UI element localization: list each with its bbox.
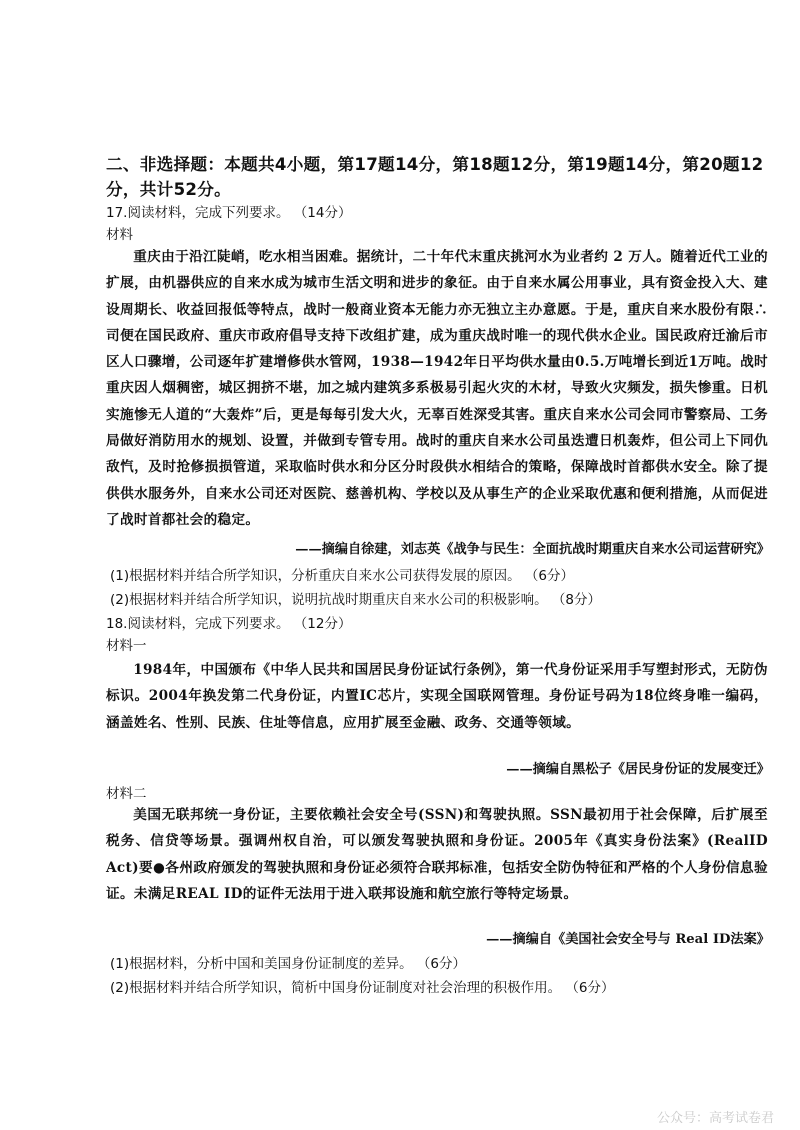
q17-material-label: 材料 [106, 227, 133, 243]
q18-material2-text: 美国无联邦统一身份证，主要依赖社会安全号(SSN)和驾驶执照。SSN最初用于社会保障，后扩展至税务、信贷等场景。强调州权自治，可以颁发驾驶执照和身份证。2005年《真实身份法案》(RealID Act)要●各州政府颁发的驾驶执照和身份证必须符合联邦标准，包括安全防伪特征和严格的个人身份信息验证。未满足REAL ID的证件无法用于进入联邦设施和航空旅行等特定场景。 [106, 807, 768, 902]
q18-material1-label: 材料一 [106, 638, 147, 654]
q18-material2-label: 材料二 [106, 786, 147, 802]
q17-material-text: 重庆由于沿江陡峭，吃水相当困难。据统计，二十年代末重庆挑河水为业者约 2 万人。随着近代工业的扩展，由机器供应的自来水成为城市生活文明和进步的象征。由于自来水属公用事业，具有资金投入大、建设周期长、收益回报低等特点，战时一般商业资本无能力亦无独立主办意愿。于是，重庆自来水股份有限∴司便在国民政府、重庆市政府倡导支持下改组扩建，成为重庆战时唯一的现代供水企业。国民政府迁渝后市区人口骤增，公司逐年扩建增修供水管网，1938—1942年日平均供水量由0.5.万吨增长到近1万吨。战时重庆因人烟稠密，城区拥挤不堪，加之城内建筑多系极易引起火灾的木材，导致火灾频发，损失惨重。日机实施惨无人道的“大轰炸”后，更是每每引发大火，无辜百姓深受其害。重庆自来水公司会同市警察局、工务局做好消防用水的规划、设置，并做到专管专用。战时的重庆自来水公司虽迭遭日机轰炸，但公司上下同仇敌忾，及时抢修损损管道，采取临时供水和分区分时段供水相结合的策略，保障战时首都供水安全。除了提供供水服务外，自来水公司还对医院、慈善机构、学校以及从事生产的企业采取优惠和便利措施，从而促进了战时首都社会的稳定。 [106, 249, 768, 528]
q18-material2-source: ——摘编自《美国社会安全号与 Real ID法案》 [486, 932, 770, 947]
question-18-heading: 18.阅读材料，完成下列要求。 （12分） [106, 616, 352, 632]
section-title: 二、非选择题：本题共4小题，第17题14分，第18题12分，第19题14分，第20题12分，共计52分。 [106, 155, 764, 199]
q18-sub-question-1: (1)根据材料，分析中国和美国身份证制度的差异。 （6分） [110, 956, 467, 972]
q17-sub-question-1: (1)根据材料并结合所学知识，分析重庆自来水公司获得发展的原因。 （6分） [110, 568, 575, 584]
q17-sub-question-2: (2)根据材料并结合所学知识，说明抗战时期重庆自来水公司的积极影响。 （8分） [110, 592, 602, 608]
question-17-heading: 17.阅读材料，完成下列要求。 （14分） [106, 205, 352, 221]
q18-material1-source: ——摘编自黑松子《居民身份证的发展变迁》 [506, 762, 770, 777]
q18-material1-text: 1984年，中国颁布《中华人民共和国居民身份证试行条例》，第一代身份证采用手写塑封形式，无防伪标识。2004年换发第二代身份证，内置IC芯片，实现全国联网管理。身份证号码为18位终身唯一编码，涵盖姓名、性别、民族、住址等信息，应用扩展至金融、政务、交通等领域。 [106, 662, 768, 731]
watermark: 公众号：高考试卷君 [656, 1111, 774, 1126]
q18-sub-question-2: (2)根据材料并结合所学知识，简析中国身份证制度对社会治理的积极作用。 （6分） [110, 980, 615, 996]
q17-material-source: ——摘编自徐建，刘志英《战争与民生：全面抗战时期重庆自来水公司运营研究》 [295, 542, 770, 557]
